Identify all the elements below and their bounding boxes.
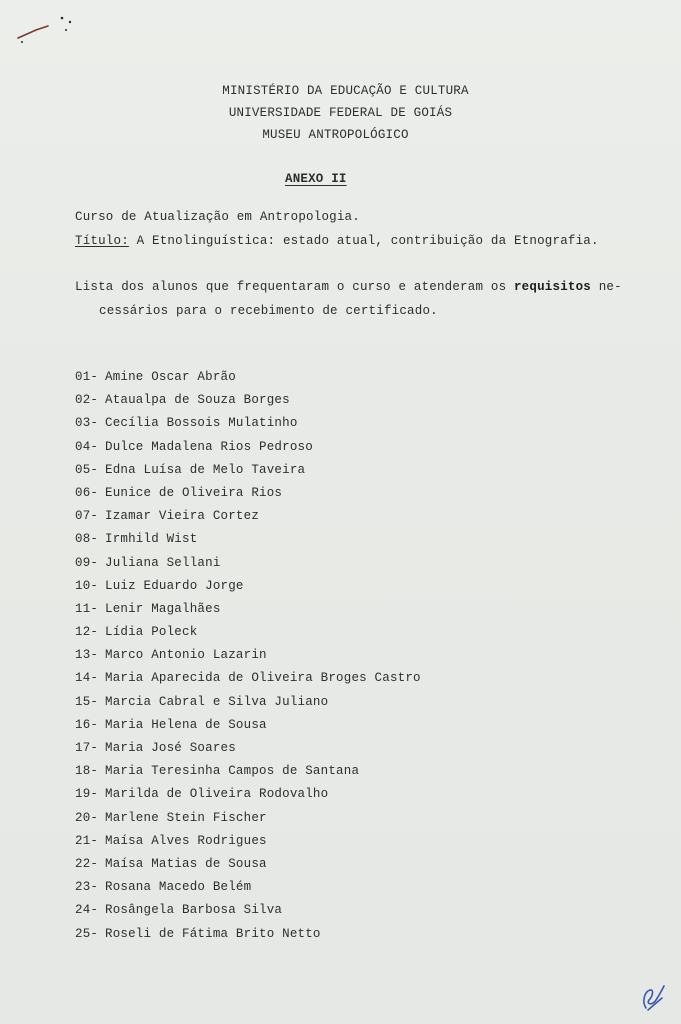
item-number: 03- <box>75 416 99 431</box>
student-name: Maria Aparecida de Oliveira Broges Castro <box>105 671 421 686</box>
list-item <box>75 714 421 737</box>
student-name: Edna Luísa de Melo Taveira <box>105 462 306 477</box>
list-item <box>75 853 421 876</box>
ink-mark <box>14 14 74 44</box>
item-number: 23- <box>75 880 99 895</box>
list-item <box>75 737 421 760</box>
header-ministry: MINISTÉRIO DA EDUCAÇÃO E CULTURA <box>222 84 469 98</box>
student-name: Rosana Macedo Belém <box>105 880 252 895</box>
student-name: Marlene Stein Fischer <box>105 810 267 825</box>
list-intro-part1: Lista dos alunos que frequentaram o curso e atenderam os <box>75 280 514 294</box>
list-item <box>75 575 421 598</box>
list-item <box>75 876 421 899</box>
list-item <box>75 412 421 435</box>
annex-heading: ANEXO II <box>285 172 347 186</box>
header-university: UNIVERSIDADE FEDERAL DE GOIÁS <box>228 106 453 120</box>
student-name: Maísa Alves Rodrigues <box>105 833 267 848</box>
list-item <box>75 899 421 922</box>
item-number: 12- <box>75 625 99 640</box>
list-item <box>75 923 421 946</box>
list-item <box>75 505 421 528</box>
item-number: 06- <box>75 485 99 500</box>
document-header <box>0 80 681 146</box>
student-name: Maísa Matias de Sousa <box>105 856 267 871</box>
student-name: Irmhild Wist <box>105 532 198 547</box>
list-item <box>75 691 421 714</box>
title-label: Título: <box>75 234 129 248</box>
student-list <box>75 366 421 946</box>
title-line <box>75 234 599 248</box>
list-intro-line2: cessários para o recebimento de certificado. <box>99 304 438 318</box>
student-name: Maria José Soares <box>105 741 236 755</box>
list-item <box>75 459 421 482</box>
item-number: 01- <box>75 370 99 384</box>
list-item <box>75 783 421 806</box>
list-intro-part2: ne- <box>591 280 622 294</box>
item-number: 13- <box>75 648 99 663</box>
list-item <box>75 366 421 389</box>
item-number: 08- <box>75 532 99 547</box>
student-name: Lídia Poleck <box>105 625 198 640</box>
item-number: 14- <box>75 671 99 686</box>
item-number: 22- <box>75 856 99 871</box>
student-name: Maria Teresinha Campos de Santana <box>105 764 360 779</box>
student-name: Izamar Vieira Cortez <box>105 509 260 524</box>
item-number: 20- <box>75 810 99 825</box>
item-number: 04- <box>75 439 99 454</box>
student-name: Maria Helena de Sousa <box>105 717 267 732</box>
list-item <box>75 760 421 783</box>
student-name: Marcia Cabral e Silva Juliano <box>105 694 329 709</box>
student-name: Rosângela Barbosa Silva <box>105 903 283 918</box>
list-item <box>75 644 421 667</box>
list-item <box>75 830 421 853</box>
list-intro <box>75 275 622 323</box>
list-item <box>75 528 421 551</box>
student-name: Eunice de Oliveira Rios <box>105 485 283 500</box>
list-item <box>75 389 421 412</box>
student-name: Dulce Madalena Rios Pedroso <box>105 439 313 454</box>
course-line: Curso de Atualização em Antropologia. <box>75 210 360 224</box>
item-number: 10- <box>75 578 99 593</box>
student-name: Marco Antonio Lazarin <box>105 648 267 663</box>
header-museum: MUSEU ANTROPOLÓGICO <box>262 128 409 142</box>
student-name: Amine Oscar Abrão <box>105 370 236 384</box>
student-name: Roseli de Fátima Brito Netto <box>105 926 321 941</box>
student-name: Lenir Magalhães <box>105 601 221 616</box>
item-number: 07- <box>75 509 99 524</box>
list-item <box>75 436 421 459</box>
item-number: 18- <box>75 764 99 779</box>
item-number: 09- <box>75 555 99 570</box>
item-number: 24- <box>75 903 99 918</box>
item-number: 19- <box>75 787 99 802</box>
student-name: Juliana Sellani <box>105 555 221 570</box>
list-item <box>75 621 421 644</box>
item-number: 17- <box>75 741 99 755</box>
item-number: 02- <box>75 393 99 408</box>
item-number: 21- <box>75 833 99 848</box>
item-number: 16- <box>75 717 99 732</box>
title-text: A Etnolinguística: estado atual, contribuição da Etnografia. <box>128 234 599 248</box>
list-item <box>75 482 421 505</box>
list-item <box>75 598 421 621</box>
list-item <box>75 552 421 575</box>
item-number: 15- <box>75 694 99 709</box>
student-name: Luiz Eduardo Jorge <box>105 578 244 593</box>
item-number: 11- <box>75 601 99 616</box>
student-name: Ataualpa de Souza Borges <box>105 393 290 408</box>
list-item <box>75 667 421 690</box>
student-name: Marilda de Oliveira Rodovalho <box>105 787 329 802</box>
rubric-signature <box>636 980 670 1014</box>
list-intro-emph: requisitos <box>513 280 591 294</box>
student-name: Cecília Bossois Mulatinho <box>105 416 298 431</box>
item-number: 25- <box>75 926 99 941</box>
list-item <box>75 807 421 830</box>
item-number: 05- <box>75 462 99 477</box>
